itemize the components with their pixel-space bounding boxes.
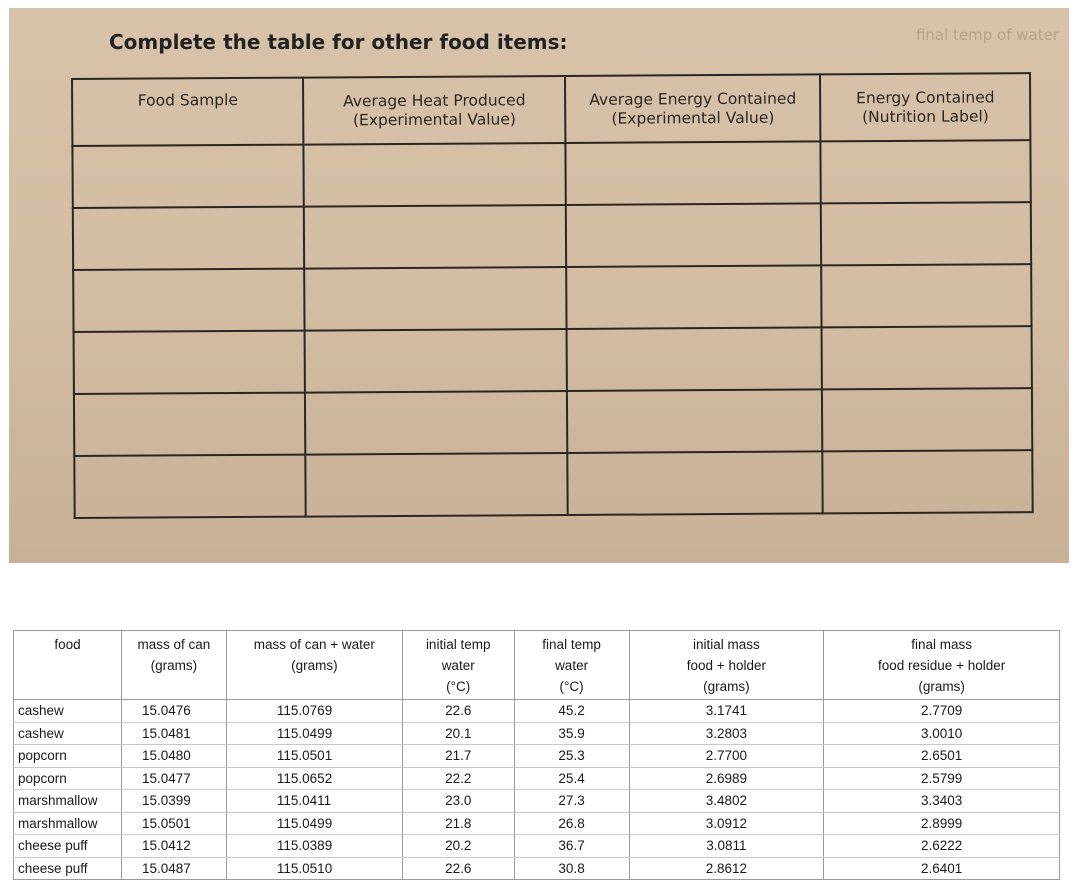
- ws-empty-cell[interactable]: [566, 203, 822, 267]
- data-table: [13, 630, 1060, 880]
- ws-empty-row: [74, 326, 1032, 394]
- worksheet-photo: [9, 8, 1069, 563]
- table-row: [14, 700, 1060, 723]
- header-line: mass of can: [137, 637, 211, 652]
- cell-initial-mass: 2.8612: [629, 857, 824, 880]
- ws-empty-cell[interactable]: [821, 202, 1031, 265]
- header-food: [14, 631, 122, 700]
- worksheet-header-row: [72, 73, 1030, 146]
- cell-final-temp: 35.9: [514, 722, 629, 745]
- cell-mass-can-water: 115.0510: [226, 857, 402, 880]
- cell-food: cashew: [14, 700, 122, 723]
- cell-initial-mass: 2.6989: [629, 767, 824, 790]
- header-line: initial mass: [692, 637, 760, 652]
- ws-empty-cell[interactable]: [823, 450, 1033, 513]
- ws-empty-cell[interactable]: [73, 269, 305, 332]
- cell-food: marshmallow: [14, 790, 122, 813]
- cell-mass-can: 15.0477: [121, 767, 226, 790]
- ws-empty-cell[interactable]: [566, 327, 822, 391]
- header-final-mass: [824, 631, 1060, 700]
- ws-empty-cell[interactable]: [73, 207, 305, 270]
- worksheet-title: Complete the table for other food items:: [109, 30, 568, 54]
- cell-initial-mass: 3.0912: [629, 812, 824, 835]
- table-row: [14, 790, 1060, 813]
- header-line: (°C): [446, 679, 471, 694]
- ws-empty-cell[interactable]: [822, 388, 1032, 451]
- header-line: final mass: [911, 637, 973, 652]
- header-line: initial temp: [425, 637, 491, 652]
- cell-mass-can-water: 115.0389: [226, 835, 402, 858]
- header-line: (grams): [703, 679, 750, 694]
- cell-final-mass: 3.3403: [824, 790, 1060, 813]
- header-final-temp: [514, 631, 629, 700]
- cell-food: marshmallow: [14, 812, 122, 835]
- cell-mass-can-water: 115.0769: [226, 700, 402, 723]
- cell-food: popcorn: [14, 767, 122, 790]
- cell-initial-temp: 21.7: [402, 745, 514, 768]
- cell-final-temp: 45.2: [514, 700, 629, 723]
- ws-empty-cell[interactable]: [304, 143, 566, 207]
- cell-mass-can: 15.0476: [121, 700, 226, 723]
- ws-empty-cell[interactable]: [305, 329, 567, 393]
- ws-empty-row: [74, 450, 1032, 518]
- ws-empty-cell[interactable]: [304, 205, 566, 269]
- ws-header-line: Average Energy Contained: [589, 89, 797, 109]
- cell-mass-can: 15.0480: [121, 745, 226, 768]
- header-initial-temp: [402, 631, 514, 700]
- cell-final-temp: 26.8: [514, 812, 629, 835]
- cell-food: popcorn: [14, 745, 122, 768]
- ws-header-line: (Experimental Value): [352, 109, 516, 129]
- ws-empty-cell[interactable]: [822, 264, 1032, 327]
- ws-empty-cell[interactable]: [822, 326, 1032, 389]
- header-initial-mass: [629, 631, 824, 700]
- cell-initial-temp: 22.2: [402, 767, 514, 790]
- header-mass-can-water: [226, 631, 402, 700]
- cell-initial-mass: 3.0811: [629, 835, 824, 858]
- ws-empty-row: [74, 388, 1032, 456]
- ws-empty-cell[interactable]: [566, 265, 822, 329]
- header-line: final temp: [542, 637, 601, 652]
- cell-initial-temp: 20.1: [402, 722, 514, 745]
- ws-empty-cell[interactable]: [567, 451, 823, 515]
- cell-mass-can: 15.0487: [121, 857, 226, 880]
- cell-final-mass: 2.8999: [824, 812, 1060, 835]
- cell-initial-temp: 23.0: [402, 790, 514, 813]
- cell-final-temp: 30.8: [514, 857, 629, 880]
- ws-header-line: Energy Contained: [856, 88, 995, 108]
- ws-header-energy-label: [820, 73, 1030, 141]
- header-line: food residue + holder: [878, 658, 1006, 673]
- cell-mass-can-water: 115.0499: [226, 812, 402, 835]
- cell-mass-can: 15.0399: [121, 790, 226, 813]
- ws-header-avg-heat: [303, 76, 565, 145]
- ws-empty-row: [73, 202, 1031, 270]
- ws-empty-row: [73, 264, 1031, 332]
- cell-initial-mass: 3.1741: [629, 700, 824, 723]
- cell-final-mass: 3.0010: [824, 722, 1060, 745]
- header-line: (°C): [559, 679, 584, 694]
- cell-mass-can: 15.0412: [121, 835, 226, 858]
- cell-mass-can-water: 115.0501: [226, 745, 402, 768]
- cell-mass-can-water: 115.0411: [226, 790, 402, 813]
- cell-final-mass: 2.6222: [824, 835, 1060, 858]
- cell-final-temp: 27.3: [514, 790, 629, 813]
- cell-initial-mass: 3.4802: [629, 790, 824, 813]
- cell-mass-can: 15.0481: [121, 722, 226, 745]
- data-header-row: [14, 631, 1060, 700]
- cell-initial-temp: 22.6: [402, 857, 514, 880]
- ws-empty-row: [72, 140, 1030, 208]
- ws-empty-cell[interactable]: [306, 453, 568, 517]
- cell-mass-can-water: 115.0499: [226, 722, 402, 745]
- header-line: food: [54, 637, 81, 652]
- ws-empty-cell[interactable]: [74, 455, 306, 518]
- ws-header-line: Average Heat Produced: [343, 91, 526, 111]
- ws-header-line: (Experimental Value): [611, 108, 775, 128]
- cell-food: cheese puff: [14, 857, 122, 880]
- cell-final-mass: 2.6501: [824, 745, 1060, 768]
- cell-initial-temp: 20.2: [402, 835, 514, 858]
- ws-empty-cell[interactable]: [72, 145, 304, 208]
- table-row: [14, 857, 1060, 880]
- cell-final-temp: 25.3: [514, 745, 629, 768]
- table-row: [14, 767, 1060, 790]
- cell-final-mass: 2.6401: [824, 857, 1060, 880]
- header-line: (grams): [918, 679, 965, 694]
- cell-food: cashew: [14, 722, 122, 745]
- cell-final-temp: 25.4: [514, 767, 629, 790]
- header-mass-can: [121, 631, 226, 700]
- bleed-through-text: final temp of water: [915, 26, 1059, 44]
- cell-final-temp: 36.7: [514, 835, 629, 858]
- ws-header-food-sample: [72, 78, 304, 146]
- header-line: (grams): [291, 658, 338, 673]
- ws-empty-cell[interactable]: [305, 391, 567, 455]
- ws-header-line: Food Sample: [137, 90, 239, 110]
- ws-empty-cell[interactable]: [74, 331, 306, 394]
- ws-empty-cell[interactable]: [567, 389, 823, 453]
- ws-header-avg-energy: [565, 74, 821, 143]
- worksheet-table: [71, 72, 1034, 519]
- cell-initial-mass: 2.7700: [629, 745, 824, 768]
- header-line: water: [555, 658, 589, 673]
- cell-final-mass: 2.7709: [824, 700, 1060, 723]
- header-line: mass of can + water: [253, 637, 375, 652]
- header-line: water: [441, 658, 475, 673]
- header-line: food + holder: [686, 658, 766, 673]
- cell-final-mass: 2.5799: [824, 767, 1060, 790]
- ws-empty-cell[interactable]: [565, 141, 821, 205]
- cell-initial-mass: 3.2803: [629, 722, 824, 745]
- table-row: [14, 722, 1060, 745]
- cell-mass-can: 15.0501: [121, 812, 226, 835]
- table-row: [14, 745, 1060, 768]
- header-line: (grams): [150, 658, 198, 673]
- ws-empty-cell[interactable]: [305, 267, 567, 331]
- table-row: [14, 812, 1060, 835]
- cell-mass-can-water: 115.0652: [226, 767, 402, 790]
- ws-empty-cell[interactable]: [74, 393, 306, 456]
- ws-empty-cell[interactable]: [821, 140, 1031, 203]
- table-row: [14, 835, 1060, 858]
- ws-header-line: (Nutrition Label): [862, 106, 989, 126]
- cell-initial-temp: 22.6: [402, 700, 514, 723]
- cell-food: cheese puff: [14, 835, 122, 858]
- cell-initial-temp: 21.8: [402, 812, 514, 835]
